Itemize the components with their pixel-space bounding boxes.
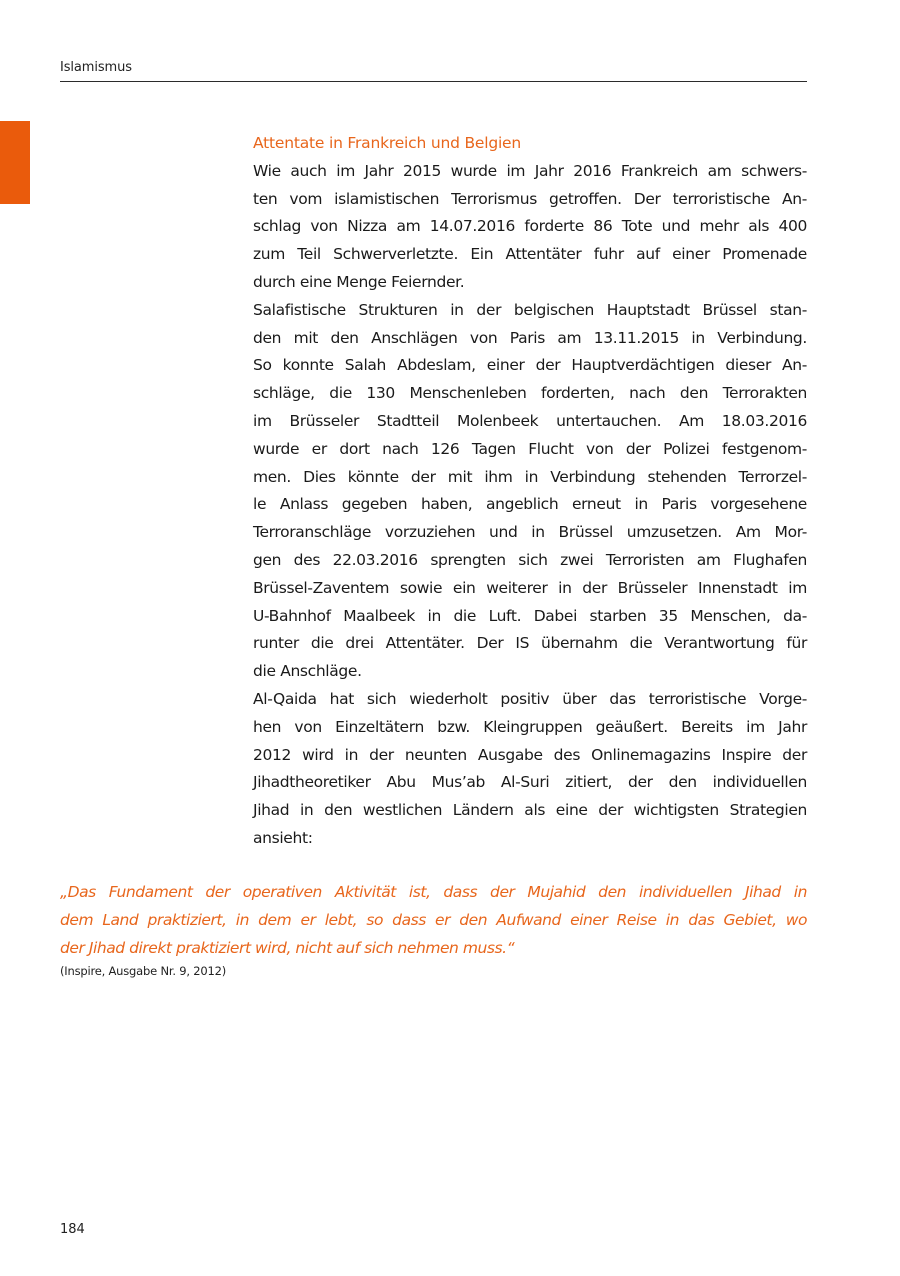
text-line: durch eine Menge Feiernder. [253, 272, 465, 291]
text-line: die Anschläge. [253, 662, 362, 681]
running-header [60, 58, 807, 82]
running-header-title: Islamismus [60, 60, 132, 75]
text-line: Jihad in den westlichen Ländern als eine der wichtigsten Strategien [253, 801, 807, 820]
chapter-side-tab [0, 121, 30, 204]
text-line: U-Bahnhof Maalbeek in die Luft. Dabei starben 35 Menschen, da- [253, 606, 807, 625]
text-line: Terroranschläge vorzuziehen und in Brüssel umzusetzen. Am Mor- [253, 523, 807, 542]
quote-line: „Das Fundament der operativen Aktivität ist, dass der Mujahid den individuellen Jihad in [60, 883, 807, 901]
text-line: Al-Qaida hat sich wiederholt positiv über das terroristische Vorge- [253, 689, 807, 708]
quote-line: dem Land praktiziert, in dem er lebt, so dass er den Aufwand einer Reise in das Gebiet, wo [60, 911, 807, 929]
quote-block [60, 878, 807, 978]
text-line: 2012 wird in der neunten Ausgabe des Onlinemagazins Inspire der [253, 745, 807, 764]
text-line: Salafistische Strukturen in der belgischen Hauptstadt Brüssel stan- [253, 300, 807, 319]
text-line: runter die drei Attentäter. Der IS übernahm die Verantwortung für [253, 634, 807, 653]
text-line: zum Teil Schwerverletzte. Ein Attentäter fuhr auf einer Promenade [253, 245, 807, 264]
text-line: men. Dies könnte der mit ihm in Verbindung stehenden Terrorzel- [253, 467, 807, 486]
text-line: hen von Einzeltätern bzw. Kleingruppen geäußert. Bereits im Jahr [253, 717, 807, 736]
text-line: schlag von Nizza am 14.07.2016 forderte 86 Tote und mehr als 400 [253, 217, 807, 236]
text-line: wurde er dort nach 126 Tagen Flucht von der Polizei festgenom- [253, 439, 807, 458]
main-text-column [253, 130, 807, 853]
paragraph-bruessel [253, 297, 807, 686]
quote-text [60, 878, 807, 962]
text-line: schläge, die 130 Menschenleben forderten, nach den Terrorakten [253, 384, 807, 403]
text-line: Jihadtheoretiker Abu Mus’ab Al-Suri zitiert, der den individuellen [253, 773, 807, 792]
section-heading: Attentate in Frankreich und Belgien [253, 134, 522, 152]
text-line: ansieht: [253, 828, 313, 847]
text-line: gen des 22.03.2016 sprengten sich zwei Terroristen am Flughafen [253, 550, 807, 569]
text-line: ten vom islamistischen Terrorismus getroffen. Der terroristische An- [253, 189, 807, 208]
text-line: im Brüsseler Stadtteil Molenbeek untertauchen. Am 18.03.2016 [253, 411, 807, 430]
quote-source: (Inspire, Ausgabe Nr. 9, 2012) [60, 964, 227, 978]
quote-line: der Jihad direkt praktiziert wird, nicht auf sich nehmen muss.“ [60, 939, 515, 957]
text-line: Wie auch im Jahr 2015 wurde im Jahr 2016 Frankreich am schwers- [253, 161, 807, 180]
paragraph-al-qaida [253, 686, 807, 853]
text-line: den mit den Anschlägen von Paris am 13.11.2015 in Verbindung. [253, 328, 807, 347]
page-number: 184 [60, 1222, 85, 1237]
text-line: So konnte Salah Abdeslam, einer der Hauptverdächtigen dieser An- [253, 356, 807, 375]
text-line: Brüssel-Zaventem sowie ein weiterer in der Brüsseler Innenstadt im [253, 578, 807, 597]
paragraph-nizza [253, 158, 807, 297]
text-line: le Anlass gegeben haben, angeblich erneut in Paris vorgesehene [253, 495, 807, 514]
